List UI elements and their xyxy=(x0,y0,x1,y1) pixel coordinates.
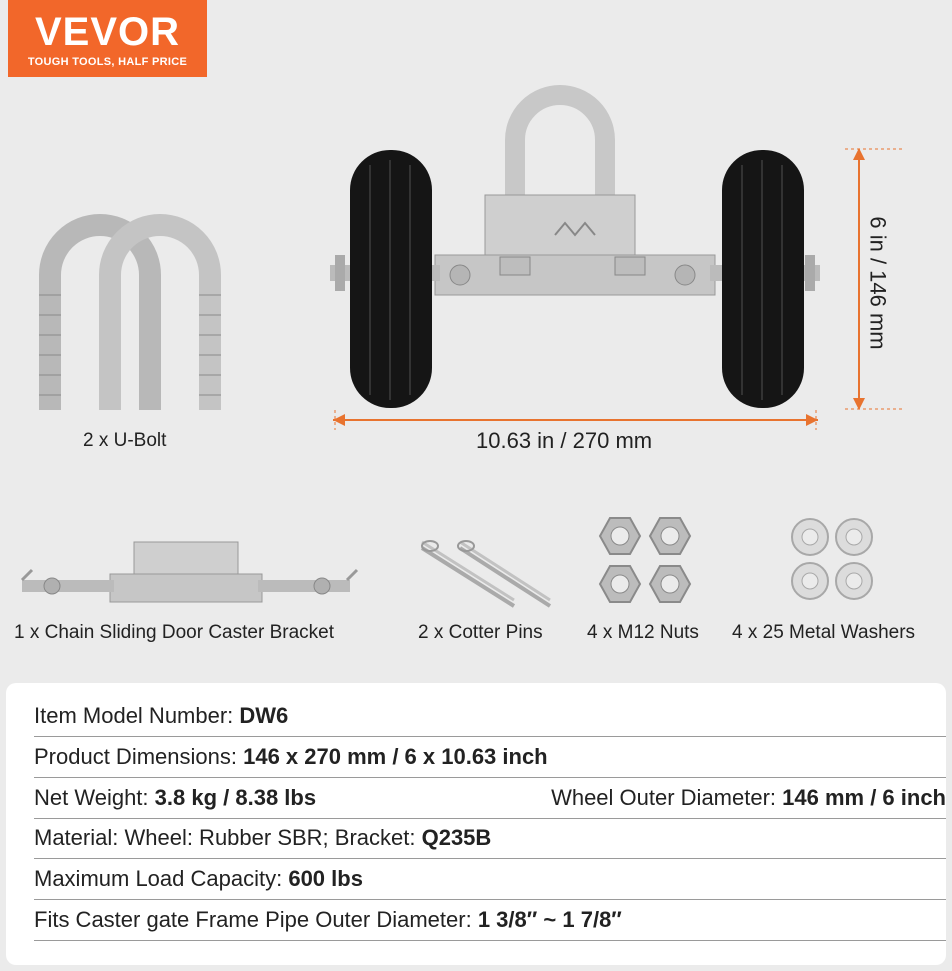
spec-wheel-value: 146 mm / 6 inch xyxy=(782,785,946,810)
spec-material-label: Material: Wheel: Rubber SBR; Bracket: xyxy=(34,825,422,850)
spec-wheel-label: Wheel Outer Diameter: xyxy=(551,785,783,810)
logo-brand: VEVOR xyxy=(34,10,181,54)
spec-row-load xyxy=(34,859,946,900)
spec-weight-value: 3.8 kg / 8.38 lbs xyxy=(154,785,317,810)
nuts-caption: 4 x M12 Nuts xyxy=(587,622,699,643)
spec-dims-label: Product Dimensions: xyxy=(34,744,244,769)
spec-row-model xyxy=(34,696,946,737)
spec-fits-label: Fits Caster gate Frame Pipe Outer Diameter: xyxy=(34,907,478,932)
spec-row-weight xyxy=(34,778,946,819)
cotter-pins-illustration xyxy=(420,538,555,610)
ubolt-caption: 2 x U-Bolt xyxy=(83,430,167,451)
bracket-illustration xyxy=(22,540,357,610)
spec-dims-value: 146 x 270 mm / 6 x 10.63 inch xyxy=(243,744,548,769)
spec-wheel xyxy=(551,778,946,818)
width-dimension-arrow xyxy=(333,410,823,430)
spec-material-value: Q235B xyxy=(421,825,492,850)
specs-panel xyxy=(6,683,946,965)
logo-tagline: TOUGH TOOLS, HALF PRICE xyxy=(27,56,188,68)
spec-model-label: Item Model Number: xyxy=(34,703,240,728)
spec-row-dimensions xyxy=(34,737,946,778)
vevor-logo xyxy=(8,0,207,77)
spec-load-value: 600 lbs xyxy=(288,866,363,891)
width-dimension-label: 10.63 in / 270 mm xyxy=(476,428,653,453)
spec-load-label: Maximum Load Capacity: xyxy=(34,866,289,891)
spec-model-value: DW6 xyxy=(239,703,289,728)
spec-row-material xyxy=(34,818,946,859)
spec-weight-label: Net Weight: xyxy=(34,785,155,810)
washers-caption: 4 x 25 Metal Washers xyxy=(732,622,916,643)
caster-illustration xyxy=(330,85,830,415)
ubolt-illustration xyxy=(30,205,230,420)
bracket-caption: 1 x Chain Sliding Door Caster Bracket xyxy=(14,622,334,643)
spec-fits-value: 1 3/8″ ~ 1 7/8″ xyxy=(477,907,622,932)
nuts-illustration xyxy=(598,516,698,608)
spec-row-fits xyxy=(34,900,946,941)
cotter-caption: 2 x Cotter Pins xyxy=(418,622,543,643)
washers-illustration xyxy=(790,517,880,607)
height-dimension-label: 6 in / 146 mm xyxy=(865,216,891,350)
